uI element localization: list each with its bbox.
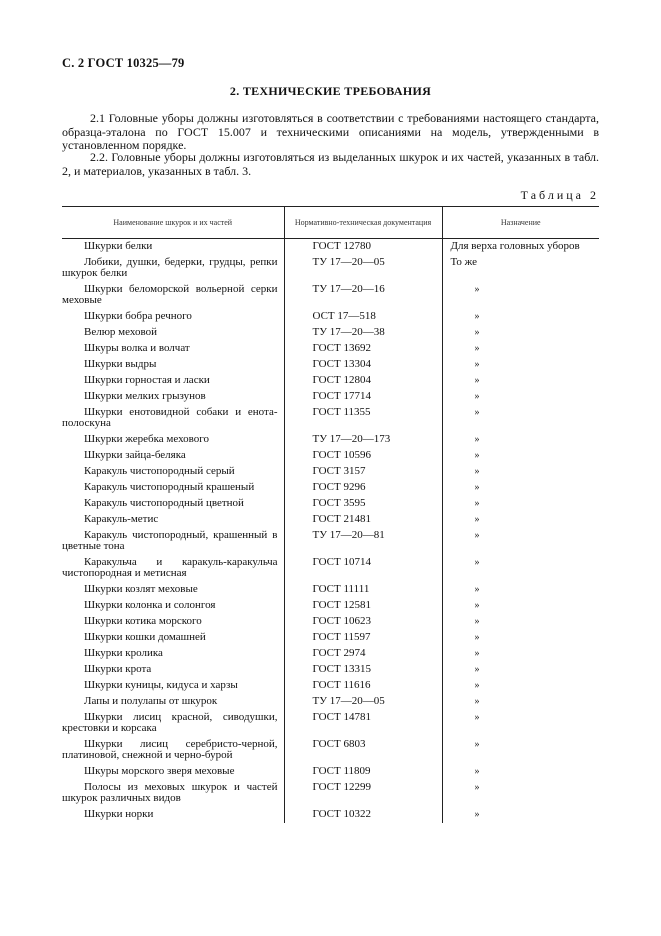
table-row <box>62 614 599 630</box>
table-row <box>62 555 599 582</box>
row-name-cell: Велюр меховой <box>84 326 157 338</box>
row-name-cell: Шкурки кошки домашней <box>84 631 206 643</box>
row-name-cell: Каракульча и каракуль-каракульча чистопородная и метисная <box>62 556 278 579</box>
row-purpose-cell: » <box>442 309 599 325</box>
row-name-cell: Шкурки куницы, кидуса и харзы <box>84 679 238 691</box>
table-row <box>62 737 599 764</box>
row-name-cell: Шкурки белки <box>84 240 153 252</box>
row-name-cell: Шкурки горностая и ласки <box>84 374 210 386</box>
row-name-cell: Шкуры морского зверя меховые <box>84 765 235 777</box>
table-row <box>62 448 599 464</box>
row-document-cell: ГОСТ 12780 <box>284 239 442 256</box>
section-title: 2. ТЕХНИЧЕСКИЕ ТРЕБОВАНИЯ <box>229 84 432 98</box>
row-name-cell: Шкурки енотовидной собаки и енота-полоскуна <box>62 406 278 429</box>
table-row <box>62 582 599 598</box>
table-row <box>62 528 599 555</box>
row-document-cell: ГОСТ 2974 <box>284 646 442 662</box>
row-name-cell: Каракуль чистопородный серый <box>84 465 235 477</box>
row-purpose-cell: » <box>442 737 599 764</box>
table-row <box>62 780 599 807</box>
table-row <box>62 464 599 480</box>
table-row <box>62 239 599 256</box>
row-purpose-cell: » <box>442 528 599 555</box>
row-document-cell: ОСТ 17—518 <box>284 309 442 325</box>
row-document-cell: ГОСТ 11616 <box>284 678 442 694</box>
row-document-cell: ГОСТ 11597 <box>284 630 442 646</box>
row-name-cell: Каракуль чистопородный цветной <box>84 497 244 509</box>
row-document-cell: ТУ 17—20—16 <box>284 282 442 309</box>
row-document-cell: ТУ 17—20—38 <box>284 325 442 341</box>
table-row <box>62 512 599 528</box>
row-purpose-cell: » <box>442 646 599 662</box>
row-purpose-cell: » <box>442 373 599 389</box>
row-document-cell: ГОСТ 14781 <box>284 710 442 737</box>
row-document-cell: ГОСТ 21481 <box>284 512 442 528</box>
table-row <box>62 480 599 496</box>
row-name-cell: Шкурки жеребка мехового <box>84 433 210 445</box>
table-row <box>62 432 599 448</box>
row-purpose-cell: » <box>442 710 599 737</box>
row-purpose-cell: » <box>442 678 599 694</box>
table-row <box>62 598 599 614</box>
row-name-cell: Шкурки козлят меховые <box>84 583 198 595</box>
header-document: Нормативно-техническая документация <box>284 207 442 239</box>
row-document-cell: ГОСТ 12299 <box>284 780 442 807</box>
row-purpose-cell: » <box>442 389 599 405</box>
row-document-cell: ГОСТ 10322 <box>284 807 442 823</box>
row-name-cell: Шкурки бобра речного <box>84 310 192 322</box>
row-purpose-cell: » <box>442 764 599 780</box>
row-purpose-cell: » <box>442 405 599 432</box>
row-name-cell: Шкурки лисиц красной, сиводушки, крестовки и корсака <box>62 711 278 734</box>
paragraph-2-1: 2.1 Головные уборы должны изготовляться в соответствии с требованиями настоящего стандарта, образца-эталона по ГОСТ 15.007 и техническими описаниями на модель, утвержденными в установленном порядке. <box>62 111 599 152</box>
row-document-cell: ГОСТ 13304 <box>284 357 442 373</box>
row-name-cell: Каракуль чистопородный, крашенный в цветные тона <box>62 529 278 552</box>
row-document-cell: ТУ 17—20—81 <box>284 528 442 555</box>
row-purpose-cell: » <box>442 582 599 598</box>
row-purpose-cell: » <box>442 325 599 341</box>
page-header: С. 2 ГОСТ 10325—79 <box>62 56 185 70</box>
row-name-cell: Шкурки котика морского <box>84 615 202 627</box>
row-document-cell: ТУ 17—20—173 <box>284 432 442 448</box>
row-document-cell: ТУ 17—20—05 <box>284 255 442 282</box>
row-name-cell: Лапы и полулапы от шкурок <box>84 695 218 707</box>
row-name-cell: Шкурки колонка и солонгоя <box>84 599 216 611</box>
row-name-cell: Шкурки норки <box>84 808 154 820</box>
table-row <box>62 373 599 389</box>
row-document-cell: ГОСТ 11111 <box>284 582 442 598</box>
row-purpose-cell: » <box>442 630 599 646</box>
table-row <box>62 357 599 373</box>
row-purpose-cell: » <box>442 614 599 630</box>
table-row <box>62 255 599 282</box>
table-row <box>62 710 599 737</box>
table-row <box>62 764 599 780</box>
row-purpose-cell: » <box>442 496 599 512</box>
row-purpose-cell: То же <box>442 255 599 282</box>
header-purpose: Назначение <box>442 207 599 239</box>
row-purpose-cell: » <box>442 555 599 582</box>
row-document-cell: ГОСТ 13315 <box>284 662 442 678</box>
row-name-cell: Полосы из меховых шкурок и частей шкурок различных видов <box>62 781 278 804</box>
row-name-cell: Шкурки кролика <box>84 647 163 659</box>
row-name-cell: Шкуры волка и волчат <box>84 342 190 354</box>
row-document-cell: ГОСТ 3157 <box>284 464 442 480</box>
row-document-cell: ГОСТ 17714 <box>284 389 442 405</box>
row-document-cell: ГОСТ 11355 <box>284 405 442 432</box>
table-row <box>62 630 599 646</box>
row-name-cell: Каракуль чистопородный крашеный <box>84 481 255 493</box>
paragraph-2-2: 2.2. Головные уборы должны изготовляться из выделанных шкурок и их частей, указанных в табл. 2, и материалов, указанных в табл. 3. <box>62 150 599 178</box>
row-name-cell: Шкурки лисиц серебристо-черной, платиновой, снежной и черно-бурой <box>62 738 278 761</box>
table-row <box>62 389 599 405</box>
row-purpose-cell: » <box>442 780 599 807</box>
row-purpose-cell: Для верха головных уборов <box>442 239 599 256</box>
row-purpose-cell: » <box>442 357 599 373</box>
row-document-cell: ГОСТ 10596 <box>284 448 442 464</box>
row-document-cell: ТУ 17—20—05 <box>284 694 442 710</box>
row-name-cell: Шкурки крота <box>84 663 152 675</box>
row-name-cell: Шкурки мелких грызунов <box>84 390 206 402</box>
table-row <box>62 309 599 325</box>
row-name-cell: Лобики, душки, бедерки, грудцы, репки шкурок белки <box>62 256 278 279</box>
table-row <box>62 405 599 432</box>
materials-table <box>62 206 599 823</box>
table-row <box>62 282 599 309</box>
row-document-cell: ГОСТ 9296 <box>284 480 442 496</box>
table-label: Таблица 2 <box>520 188 599 202</box>
row-document-cell: ГОСТ 3595 <box>284 496 442 512</box>
row-name-cell: Шкурки выдры <box>84 358 157 370</box>
row-purpose-cell: » <box>442 448 599 464</box>
row-purpose-cell: » <box>442 464 599 480</box>
table-row <box>62 678 599 694</box>
row-document-cell: ГОСТ 10623 <box>284 614 442 630</box>
row-purpose-cell: » <box>442 432 599 448</box>
row-purpose-cell: » <box>442 512 599 528</box>
table-header-row <box>62 207 599 239</box>
table-row <box>62 325 599 341</box>
row-document-cell: ГОСТ 12581 <box>284 598 442 614</box>
row-document-cell: ГОСТ 6803 <box>284 737 442 764</box>
table-row <box>62 646 599 662</box>
row-purpose-cell: » <box>442 341 599 357</box>
row-name-cell: Шкурки зайца-беляка <box>84 449 186 461</box>
table-row <box>62 694 599 710</box>
row-purpose-cell: » <box>442 282 599 309</box>
row-purpose-cell: » <box>442 807 599 823</box>
row-name-cell: Шкурки беломорской вольерной серки меховые <box>62 283 278 306</box>
row-purpose-cell: » <box>442 598 599 614</box>
table-row <box>62 341 599 357</box>
row-purpose-cell: » <box>442 662 599 678</box>
row-name-cell: Каракуль-метис <box>84 513 159 525</box>
row-document-cell: ГОСТ 11809 <box>284 764 442 780</box>
table-row <box>62 496 599 512</box>
row-purpose-cell: » <box>442 694 599 710</box>
table-row <box>62 807 599 823</box>
row-document-cell: ГОСТ 13692 <box>284 341 442 357</box>
row-purpose-cell: » <box>442 480 599 496</box>
header-name: Наименование шкурок и их частей <box>62 207 284 239</box>
row-document-cell: ГОСТ 10714 <box>284 555 442 582</box>
table-row <box>62 662 599 678</box>
row-document-cell: ГОСТ 12804 <box>284 373 442 389</box>
